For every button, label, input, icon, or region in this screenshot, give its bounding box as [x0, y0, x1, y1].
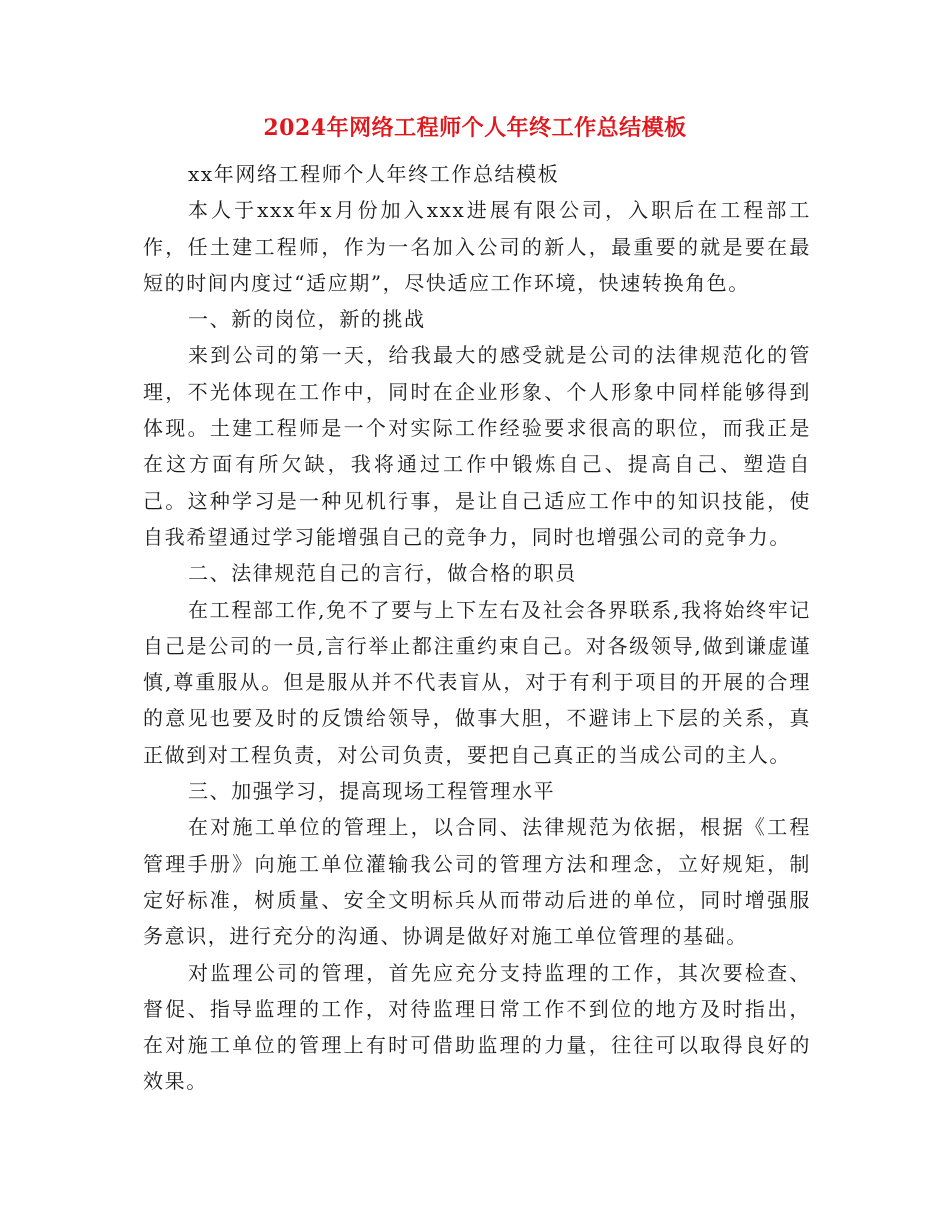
section-heading-1: 一、新的岗位，新的挑战 [188, 307, 426, 332]
section-1-paragraph: 来到公司的第一天，给我最大的感受就是公司的法律规范化的管理，不光体现在工作中，同时在企业形象、个人形象中同样能够得到体现。土建工程师是一个对实际工作经验要求很高的职位，而我正是在这方面有所欠缺，我将通过工作中锻炼自己、提高自己、塑造自己。这种学习是一种见机行事，是让自己适应工作中的知识技能，使自我希望通过学习能增强自己的竞争力，同时也增强公司的竞争力。 [143, 343, 811, 549]
intro-paragraph: 本人于xxx年x月份加入xxx进展有限公司，入职后在工程部工作，任土建工程师，作为一名加入公司的新人，最重要的就是要在最短的时间内度过“适应期”，尽快适应工作环境，快速转换角色。 [143, 198, 811, 295]
supervision-paragraph: 对监理公司的管理，首先应充分支持监理的工作，其次要检查、督促、指导监理的工作，对待监理日常工作不到位的地方及时指出，在对施工单位的管理上有时可借助监理的力量，往往可以取得良好的效果。 [143, 960, 811, 1094]
section-heading-3: 三、加强学习，提高现场工程管理水平 [188, 779, 556, 804]
subtitle-paragraph: xx年网络工程师个人年终工作总结模板 [188, 162, 560, 186]
document-body [143, 156, 811, 1100]
section-heading-2: 二、法律规范自己的言行，做合格的职员 [188, 561, 577, 586]
document-title: 2024年网络工程师个人年终工作总结模板 [263, 115, 687, 141]
section-2-paragraph: 在工程部工作,免不了要与上下左右及社会各界联系,我将始终牢记自己是公司的一员,言行举止都注重约束自己。对各级领导,做到谦虚谨慎,尊重服从。但是服从并不代表盲从，对于有利于项目的开展的合理的意见也要及时的反馈给领导，做事大胆，不避讳上下层的关系，真正做到对工程负责，对公司负责，要把自己真正的当成公司的主人。 [143, 597, 811, 767]
section-3-paragraph: 在对施工单位的管理上，以合同、法律规范为依据，根据《工程管理手册》向施工单位灌输我公司的管理方法和理念，立好规矩，制定好标准，树质量、安全文明标兵从而带动后进的单位，同时增强服务意识，进行充分的沟通、协调是做好对施工单位管理的基础。 [143, 815, 811, 949]
